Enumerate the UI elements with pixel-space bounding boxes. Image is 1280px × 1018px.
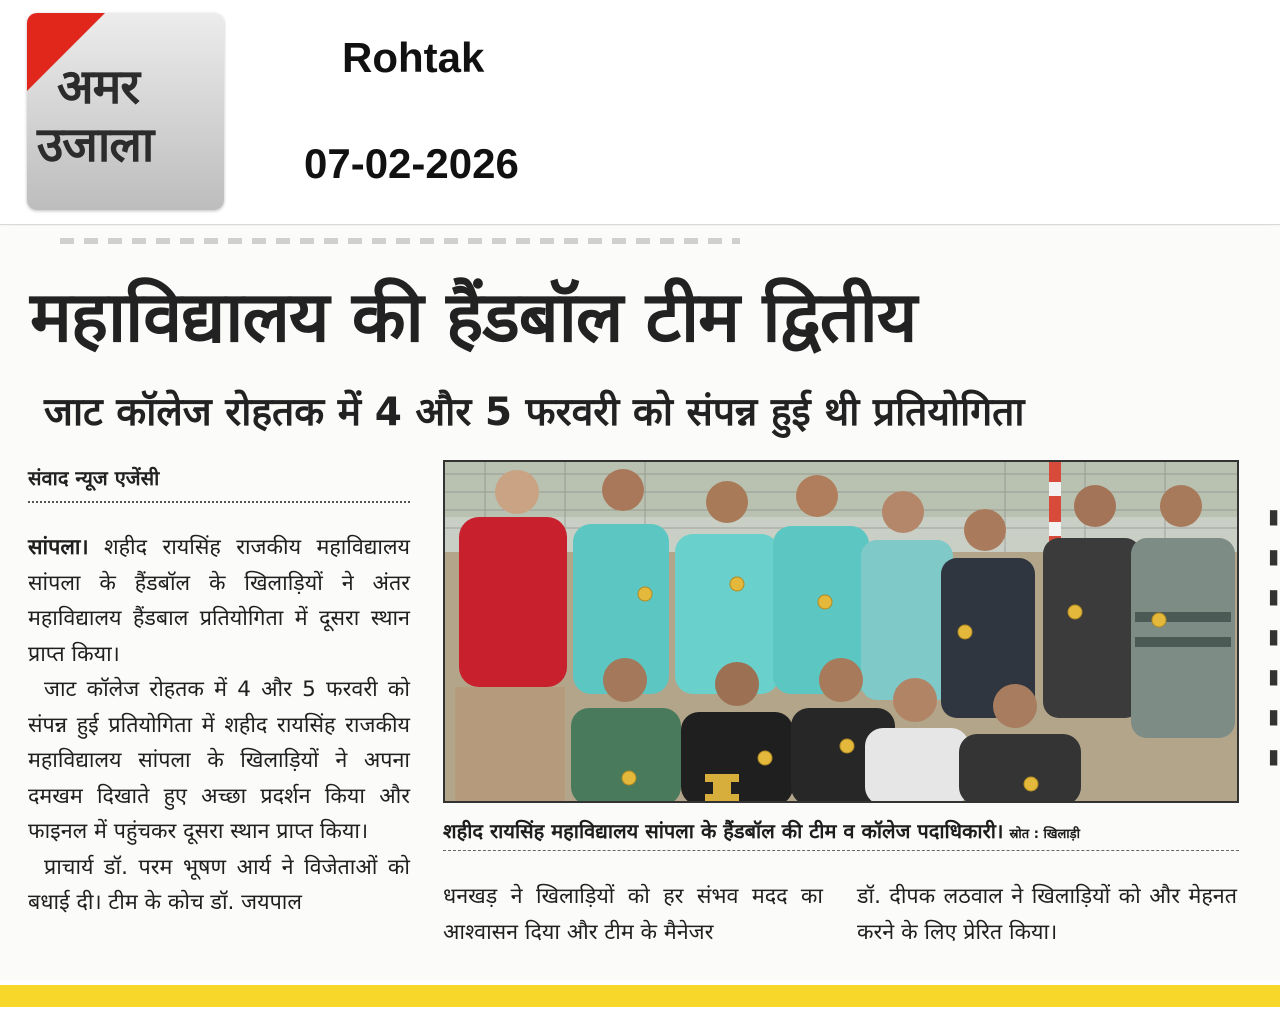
photo-credit: स्रोत : खिलाड़ी: [1009, 827, 1080, 842]
article-column-3: डॉ. दीपक लठवाल ने खिलाड़ियों को और मेहनत करने के लिए प्रेरित किया।: [857, 884, 1237, 945]
edition-city: Rohtak: [342, 34, 485, 81]
logo-text-line2: उजाला: [37, 117, 154, 173]
article-subheadline: जाट कॉलेज रोहतक में 4 और 5 फरवरी को संपन्न हुई थी प्रतियोगिता: [44, 390, 1025, 435]
edge-glyph: ▮: [1268, 704, 1280, 728]
caption-divider: [443, 850, 1239, 851]
byline-divider: [28, 501, 410, 503]
article-column-2: धनखड़ ने खिलाड़ियों को हर संभव मदद का आश्वासन दिया और टीम के मैनेजर: [443, 884, 823, 945]
cut-off-adjacent-article: [1268, 496, 1280, 776]
edge-glyph: ▮: [1268, 624, 1280, 648]
edge-glyph: ▮: [1268, 664, 1280, 688]
edge-glyph: ▮: [1268, 744, 1280, 768]
paragraph-2: जाट कॉलेज रोहतक में 4 और 5 फरवरी को संपन्न हुई प्रतियोगिता में शहीद रायसिंह राजकीय महाविद्यालय सांपला के खिलाड़ियों ने अपना दमखम दिखाते हुए अच्छा प्रदर्शन किया और फाइनल में पहुंचकर दूसरा स्थान प्राप्त किया।: [28, 677, 410, 844]
edge-glyph: ▮: [1268, 504, 1280, 528]
edition-date: 07-02-2026: [304, 140, 519, 187]
paragraph-1-text: शहीद रायसिंह राजकीय महाविद्यालय सांपला के हैंडबॉल के खिलाड़ियों ने अंतर महाविद्यालय हैंडबाल प्रतियोगिता में दूसरा स्थान प्राप्त किया।: [28, 535, 410, 667]
article-byline: संवाद न्यूज एजेंसी: [28, 466, 160, 490]
paragraph-1: [28, 530, 410, 672]
article-column-1: [28, 530, 410, 921]
edge-glyph: ▮: [1268, 584, 1280, 608]
logo-text-line1: अमर: [57, 59, 140, 115]
edge-glyph: ▮: [1268, 544, 1280, 568]
newspaper-logo: [27, 13, 224, 210]
article-headline: महाविद्यालय की हैंडबॉल टीम द्वितीय: [30, 276, 917, 358]
news-clipping: [0, 226, 1280, 980]
team-photo: [443, 460, 1239, 803]
cut-off-text-strip: [60, 238, 740, 244]
photo-caption: [443, 817, 1243, 844]
footer-color-bar: [0, 985, 1280, 1007]
page-header: [0, 0, 1280, 225]
photo-caption-text: शहीद रायसिंह महाविद्यालय सांपला के हैंडबॉल की टीम व कॉलेज पदाधिकारी।: [443, 819, 1004, 843]
dateline: सांपला।: [28, 535, 89, 560]
paragraph-3: प्राचार्य डॉ. परम भूषण आर्य ने विजेताओं को बधाई दी। टीम के कोच डॉ. जयपाल: [28, 854, 410, 915]
